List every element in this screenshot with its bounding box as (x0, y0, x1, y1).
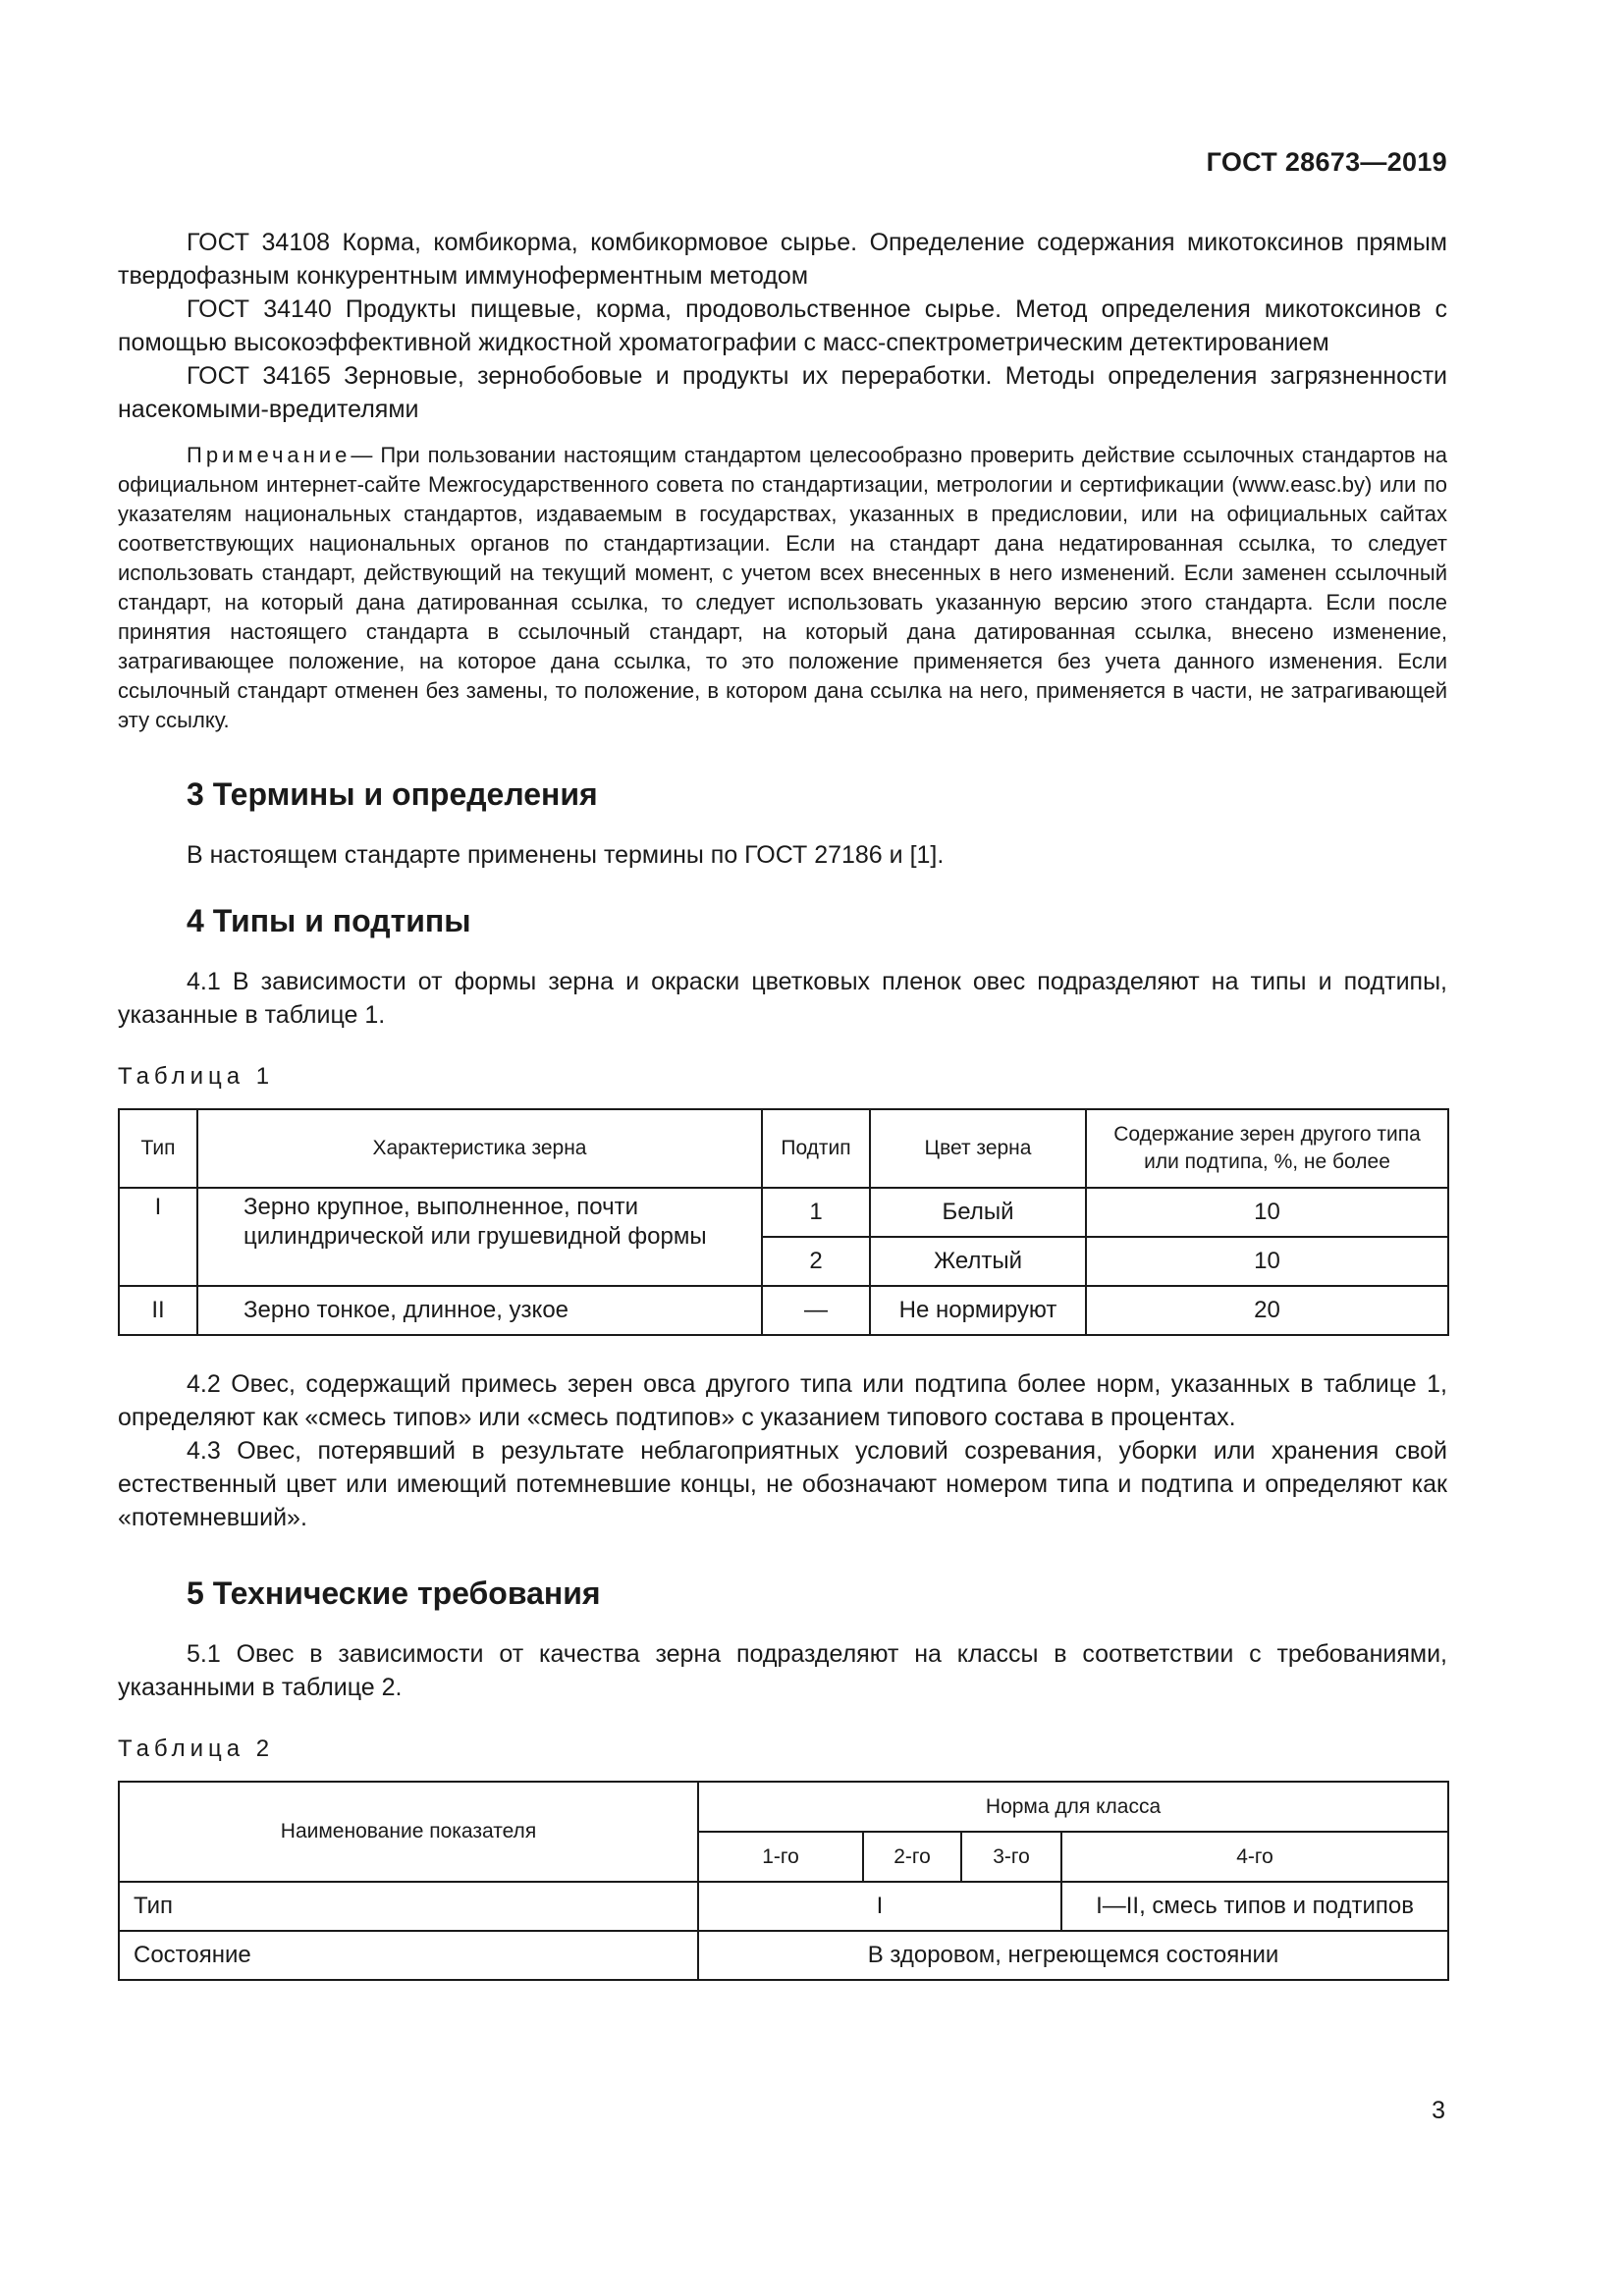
section-4-heading: 4 Типы и подтипы (187, 903, 471, 938)
table-1-header-row (119, 1109, 1448, 1188)
page-content (118, 226, 1447, 1981)
table-2-cell-name: Тип (119, 1882, 698, 1931)
table-1-header-color: Цвет зерна (870, 1109, 1086, 1188)
table-row (119, 1931, 1448, 1980)
note-text: — При пользовании настоящим стандартом целесообразно проверить действие ссылочных стандартов на официальном интернет-сайте Межгосударственного совета по стандартизации, метрологии и сертификации (www.easc.by) или по указателям национальных стандартов, издаваемым в государствах, указанных в предисловии, или на официальных сайтах соответствующих национальных органов по стандартизации. Если на стандарт дана недатированная ссылка, то следует использовать стандарт, действующий на текущий момент, с учетом всех внесенных в него изменений. Если заменен ссылочный стандарт, на который дана датированная ссылка, то следует использовать указанную версию этого стандарта. Если после принятия настоящего стандарта в ссылочный стандарт, на который дана датированная ссылка, внесено изменение, затрагивающее положение, на которое дана ссылка, то это положение применяется без учета данного изменения. Если ссылочный стандарт отменен без замены, то положение, в котором дана ссылка на него, применяется в части, не затрагивающей эту ссылку. (118, 443, 1447, 732)
table-2-header-class-2: 2-го (863, 1832, 961, 1882)
table-2 (118, 1781, 1449, 1981)
table-1-caption: Таблица 1 (118, 1063, 275, 1090)
table-2-caption: Таблица 2 (118, 1735, 275, 1762)
paragraph-4-3: 4.3 Овес, потерявший в результате неблагоприятных условий созревания, уборки или хранения свой естественный цвет или имеющий потемневшие концы, не обозначают номером типа и подтипа и определяют как «потемневший». (118, 1437, 1447, 1531)
table-1 (118, 1108, 1449, 1336)
table-1-cell-subtype: — (762, 1286, 870, 1335)
table-2-header-norm: Норма для класса (698, 1782, 1448, 1832)
note-label: Примечание (187, 443, 352, 467)
section-3-text: В настоящем стандарте применены термины по ГОСТ 27186 и [1]. (187, 841, 945, 869)
paragraph-4-1: 4.1 В зависимости от формы зерна и окраски цветковых пленок овес подразделяют на типы и подтипы, указанные в таблице 1. (118, 968, 1447, 1029)
table-row (119, 1882, 1448, 1931)
table-2-header-class-4: 4-го (1061, 1832, 1448, 1882)
table-row (119, 1286, 1448, 1335)
paragraph-5-1: 5.1 Овес в зависимости от качества зерна подразделяют на классы в соответствии с требованиями, указанными в таблице 2. (118, 1640, 1447, 1701)
table-1-cell-value: 10 (1086, 1188, 1448, 1237)
table-1-cell-characteristic: Зерно крупное, выполненное, почти цилиндрической или грушевидной формы (197, 1188, 762, 1286)
section-5-heading: 5 Технические требования (187, 1575, 601, 1611)
table-1-cell-type: II (119, 1286, 197, 1335)
section-3-heading: 3 Термины и определения (187, 776, 598, 812)
table-1-cell-color: Желтый (870, 1237, 1086, 1286)
table-1-cell-subtype: 1 (762, 1188, 870, 1237)
reference-gost-34165: ГОСТ 34165 Зерновые, зернобобовые и продукты их переработки. Методы определения загрязненности насекомыми-вредителями (118, 362, 1447, 423)
page-number: 3 (1432, 2097, 1445, 2124)
table-2-cell-value: В здоровом, негреющемся состоянии (698, 1931, 1448, 1980)
table-2-cell-value: I—II, смесь типов и подтипов (1061, 1882, 1448, 1931)
table-1-header-content: Содержание зерен другого типа или подтипа, %, не более (1086, 1109, 1448, 1188)
reference-gost-34108: ГОСТ 34108 Корма, комбикорма, комбикормовое сырье. Определение содержания микотоксинов прямым твердофазным конкурентным иммуноферментным методом (118, 229, 1447, 290)
table-1-header-characteristic: Характеристика зерна (197, 1109, 762, 1188)
reference-gost-34140: ГОСТ 34140 Продукты пищевые, корма, продовольственное сырье. Метод определения микотоксинов с помощью высокоэффективной жидкостной хроматографии с масс-спектрометрическим детектированием (118, 295, 1447, 356)
paragraph-4-2: 4.2 Овес, содержащий примесь зерен овса другого типа или подтипа более норм, указанных в таблице 1, определяют как «смесь типов» или «смесь подтипов» с указанием типового состава в процентах. (118, 1370, 1447, 1431)
table-2-header-row (119, 1782, 1448, 1832)
table-1-cell-color: Не нормируют (870, 1286, 1086, 1335)
table-2-header-class-1: 1-го (698, 1832, 863, 1882)
table-2-header-class-3: 3-го (961, 1832, 1061, 1882)
table-1-cell-type: I (119, 1188, 197, 1286)
table-1-cell-subtype: 2 (762, 1237, 870, 1286)
table-1-header-type: Тип (119, 1109, 197, 1188)
table-2-header-name: Наименование показателя (119, 1782, 698, 1882)
table-row (119, 1188, 1448, 1237)
table-1-cell-value: 10 (1086, 1237, 1448, 1286)
table-1-cell-color: Белый (870, 1188, 1086, 1237)
table-2-cell-value: I (698, 1882, 1061, 1931)
table-1-header-subtype: Подтип (762, 1109, 870, 1188)
table-2-cell-name: Состояние (119, 1931, 698, 1980)
note-paragraph (118, 441, 1447, 735)
document-id: ГОСТ 28673—2019 (1206, 147, 1447, 177)
table-1-cell-value: 20 (1086, 1286, 1448, 1335)
table-1-cell-characteristic: Зерно тонкое, длинное, узкое (197, 1286, 762, 1335)
